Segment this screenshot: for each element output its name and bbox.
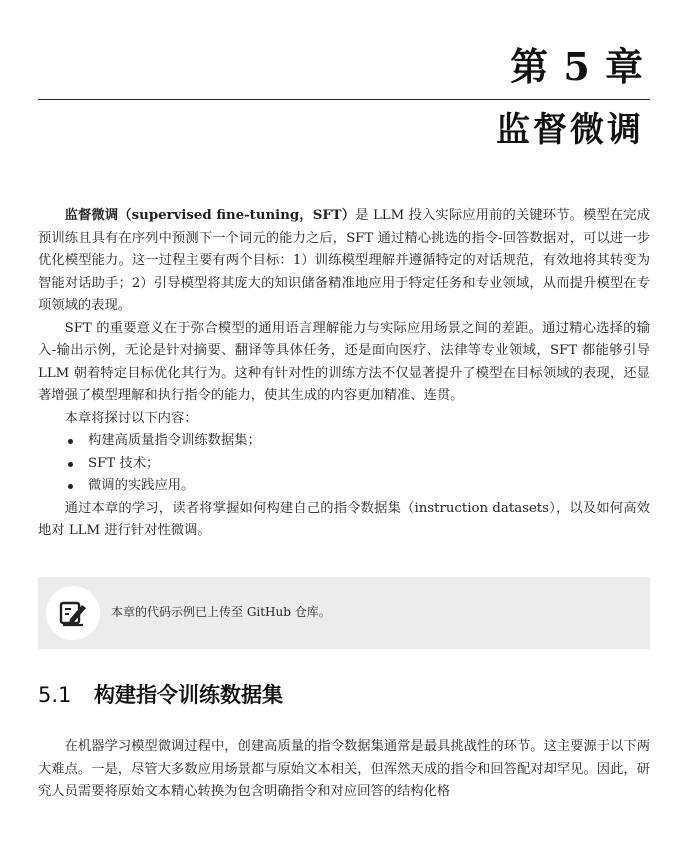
list-item: 构建高质量指令训练数据集； [38, 430, 650, 453]
list-item: SFT 技术； [38, 453, 650, 476]
chapter-title: 监督微调 [496, 110, 644, 150]
intro-paragraph-1 [38, 205, 650, 318]
section-number: 5.1 [38, 683, 72, 707]
chapter-divider [38, 99, 650, 100]
section-paragraph-1: 在机器学习模型微调过程中，创建高质量的指令数据集通常是最具挑战性的环节。这主要源于以下两大难点。一是，尽管大多数应用场景都与原始文本相关，但浑然天成的指令和回答配对却罕见。因此，研究人员需要将原始文本精心转换为包含明确指令和对应回答的结构化格 [38, 739, 650, 799]
note-pencil-icon-graphic [57, 597, 89, 629]
chapter-number: 第 5 章 [510, 44, 644, 89]
section-title: 构建指令训练数据集 [94, 683, 283, 707]
intro-paragraph-4: 通过本章的学习，读者将掌握如何构建自己的指令数据集（instruction datasets），以及如何高效地对 LLM 进行针对性微调。 [38, 500, 650, 538]
topic-list [38, 430, 650, 498]
list-item: 微调的实践应用。 [38, 475, 650, 498]
intro-paragraph-3: 本章将探讨以下内容： [64, 410, 198, 426]
section-body [38, 736, 650, 804]
note-pencil-icon [46, 586, 100, 640]
section-heading [38, 680, 283, 710]
sft-term: 监督微调（supervised fine-tuning，SFT） [64, 208, 356, 223]
intro-paragraph-1-text: 是 LLM 投入实际应用前的关键环节。模型在完成预训练且具有在序列中预测下一个词元的能力之后，SFT 通过精心挑选的指令-回答数据对，可以进一步优化模型能力。这一过程主要有两个目标：1）训练模型理解并遵循特定的对话规范，有效地将其转变为智能对话助手；2）引导模型将其庞大的知识储备精准地应用于特定任务和专业领域，从而提升模型在专项领域的表现。 [38, 208, 650, 313]
note-box [38, 577, 650, 649]
intro-body [38, 205, 650, 543]
intro-paragraph-2: SFT 的重要意义在于弥合模型的通用语言理解能力与实际应用场景之间的差距。通过精心选择的输入-输出示例，无论是针对摘要、翻译等具体任务，还是面向医疗、法律等专业领域，SFT 都能够引导 LLM 朝着特定目标优化其行为。这种有针对性的训练方法不仅显著提升了模型在目标领域的表现，还显著增强了模型理解和执行指令的能力，使其生成的内容更加精准、连贯。 [38, 320, 650, 403]
note-text: 本章的代码示例已上传至 GitHub 仓库。 [111, 605, 331, 619]
